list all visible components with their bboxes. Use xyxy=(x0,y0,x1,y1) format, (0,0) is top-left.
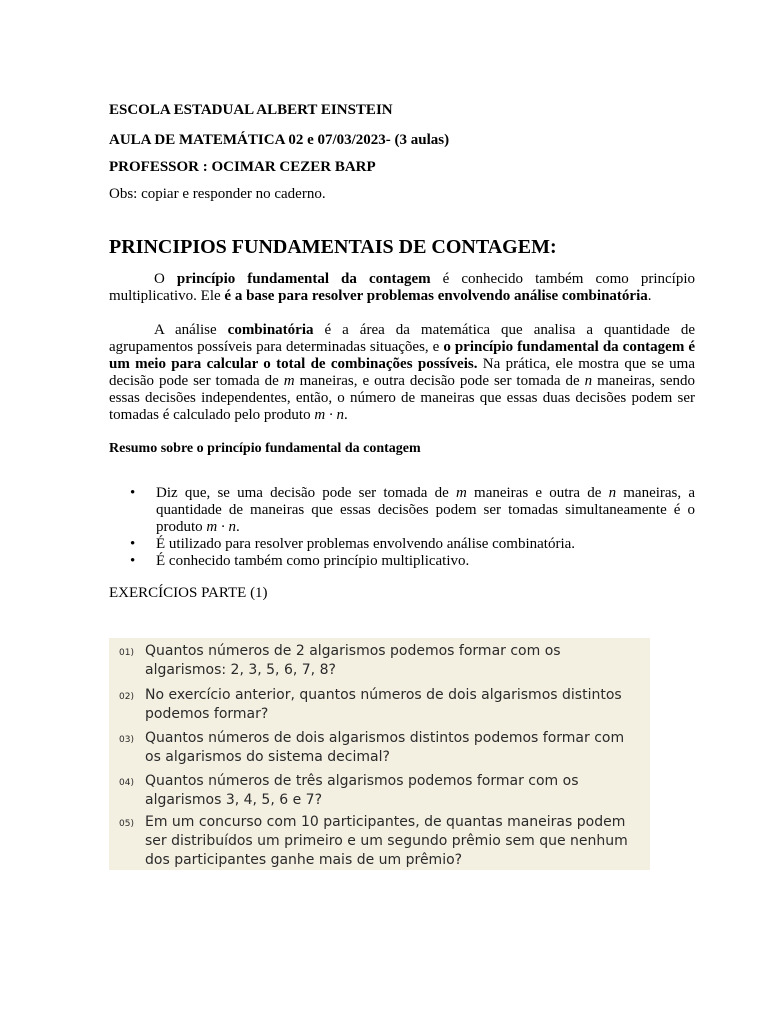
list-item: • É conhecido também como princípio multiplicativo. xyxy=(130,553,470,569)
exercise-item: 03) Quantos números de dois algarismos distintos podemos formar com os algarismos do sistema decimal? xyxy=(119,730,625,765)
observation-note: Obs: copiar e responder no caderno. xyxy=(109,186,326,202)
intro-paragraph: O princípio fundamental da contagem é conhecido também como princípio multiplicativo. Ele é a base para resolver problemas envolvendo análise combinatória. xyxy=(109,271,696,304)
bullet-icon: • xyxy=(130,553,136,569)
exercise-item: 02) No exercício anterior, quantos números de dois algarismos distintos podemos formar? xyxy=(119,687,622,722)
bullet-icon: • xyxy=(130,485,136,501)
teacher-name: PROFESSOR : OCIMAR CEZER BARP xyxy=(109,159,376,175)
summary-heading: Resumo sobre o princípio fundamental da contagem xyxy=(109,441,421,456)
list-item: • Diz que, se uma decisão pode ser tomada de m maneiras e outra de n maneiras, a quantidade de maneiras que essas decisões podem ser tomadas simultaneamente é o produto m · n. xyxy=(130,485,695,535)
lesson-info: AULA DE MATEMÁTICA 02 e 07/03/2023- (3 aulas) xyxy=(109,132,450,148)
page-title: PRINCIPIOS FUNDAMENTAIS DE CONTAGEM: xyxy=(109,236,557,258)
exercise-item: 01) Quantos números de 2 algarismos podemos formar com os algarismos: 2, 3, 5, 6, 7, 8? xyxy=(119,643,561,678)
combinatorics-paragraph: A análise combinatória é a área da matemática que analisa a quantidade de agrupamentos possíveis para determinadas situações, e o princípio fundamental da contagem é um meio para calcular o total de combinações possíveis. Na prática, ele mostra que se uma decisão pode ser tomada de m maneiras, e outra decisão pode ser tomada de n maneiras, sendo essas decisões independentes, então, o número de maneiras que essas duas decisões podem ser tomadas é calculado pelo produto m · n. xyxy=(109,322,695,423)
exercise-item: 05) Em um concurso com 10 participantes, de quantas maneiras podem ser distribuídos um primeiro e um segundo prêmio sem que nenhum dos participantes ganhe mais de um prêmio? xyxy=(119,814,628,868)
exercises-scan xyxy=(109,638,650,870)
school-name: ESCOLA ESTADUAL ALBERT EINSTEIN xyxy=(109,102,393,118)
bullet-icon: • xyxy=(130,536,136,552)
list-item: • É utilizado para resolver problemas envolvendo análise combinatória. xyxy=(130,536,576,552)
exercise-item: 04) Quantos números de três algarismos podemos formar com os algarismos 3, 4, 5, 6 e 7? xyxy=(119,773,579,808)
summary-list xyxy=(109,485,695,570)
exercises-heading: EXERCÍCIOS PARTE (1) xyxy=(109,585,268,601)
